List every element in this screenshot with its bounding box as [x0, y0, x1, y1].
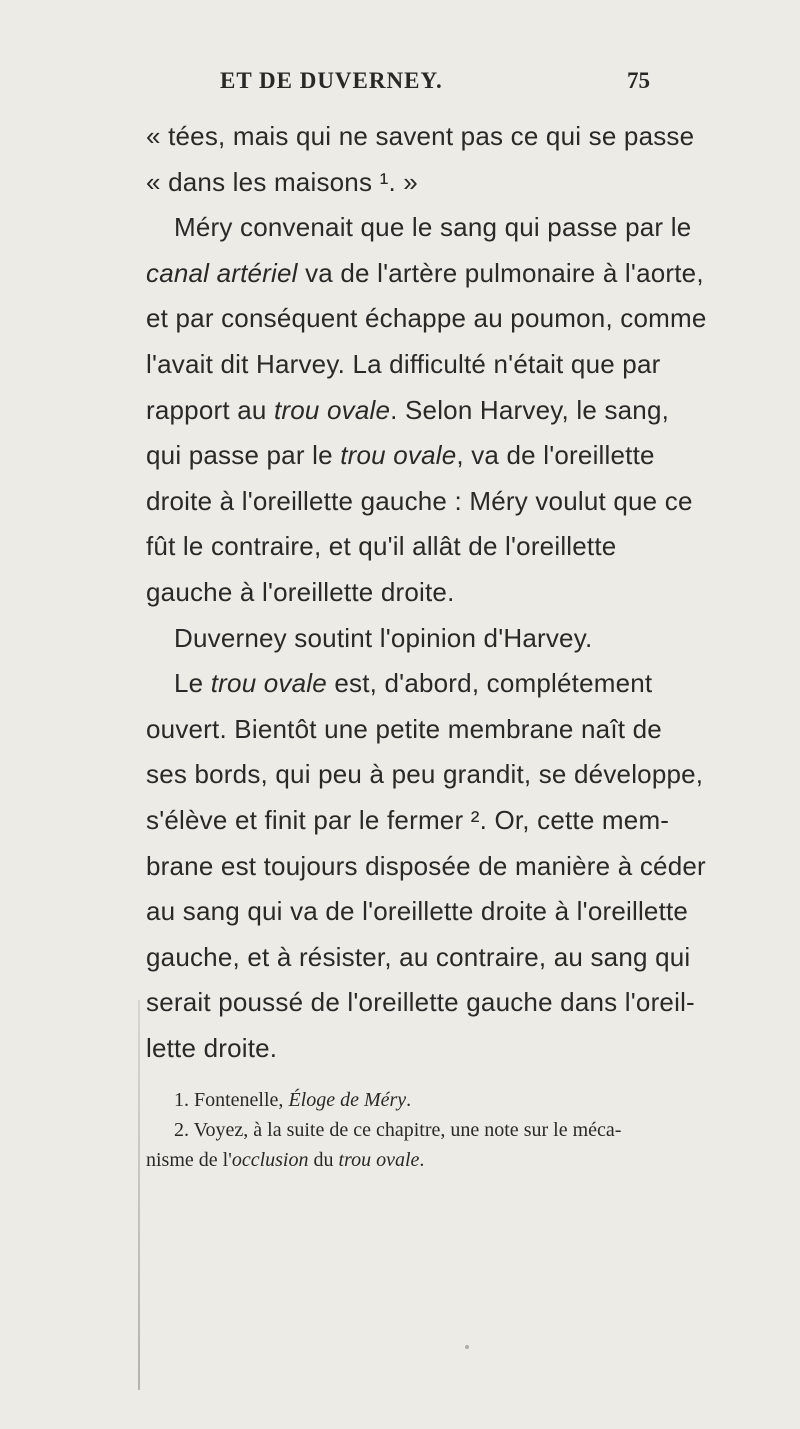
text-line: ses bords, qui peu à peu grandit, se développe, — [146, 759, 704, 790]
text-line: lette droite. — [146, 1032, 278, 1063]
text-line: gauche à l'oreillette droite. — [146, 576, 455, 607]
text-line: qui passe par le trou ovale, va de l'oreillette — [146, 440, 655, 471]
paper-speck — [465, 1345, 469, 1349]
text-line: l'avait dit Harvey. La difficulté n'était que par — [146, 348, 661, 379]
running-head: ET DE DUVERNEY. — [220, 68, 443, 93]
text-line: « dans les maisons ¹. » — [146, 166, 418, 197]
text-line: et par conséquent échappe au poumon, comme — [146, 303, 707, 334]
text-line: canal artériel va de l'artère pulmonaire à l'aorte, — [146, 257, 704, 288]
text-line: brane est toujours disposée de manière à céder — [146, 850, 706, 881]
text-line: Le trou ovale est, d'abord, complétement — [174, 668, 653, 699]
page-number: 75 — [627, 68, 650, 93]
text-line: Duverney soutint l'opinion d'Harvey. — [174, 622, 593, 653]
text-line: Méry convenait que le sang qui passe par le — [174, 212, 692, 243]
text-line: rapport au trou ovale. Selon Harvey, le sang, — [146, 394, 670, 425]
text-line: gauche, et à résister, au contraire, au sang qui — [146, 941, 691, 972]
page-header — [140, 68, 650, 108]
footnote-2: 2. Voyez, à la suite de ce chapitre, une note sur le méca- — [174, 1119, 622, 1141]
text-line: serait poussé de l'oreillette gauche dans l'oreil- — [146, 987, 695, 1018]
text-line: au sang qui va de l'oreillette droite à l'oreillette — [146, 896, 689, 927]
footnote-2-continued: nisme de l'occlusion du trou ovale. — [146, 1149, 425, 1171]
body-text — [146, 114, 707, 1071]
text-line: fût le contraire, et qu'il allât de l'oreillette — [146, 531, 617, 562]
text-line: droite à l'oreillette gauche : Méry voulut que ce — [146, 485, 693, 516]
footnote-1: 1. Fontenelle, Éloge de Méry. — [174, 1089, 412, 1111]
page-fold-shadow — [138, 1000, 140, 1390]
text-line: « tées, mais qui ne savent pas ce qui se passe — [146, 121, 695, 151]
footnotes — [146, 1085, 666, 1175]
text-line: s'élève et finit par le fermer ². Or, cette mem- — [146, 804, 670, 835]
text-line: ouvert. Bientôt une petite membrane naît de — [146, 713, 662, 744]
